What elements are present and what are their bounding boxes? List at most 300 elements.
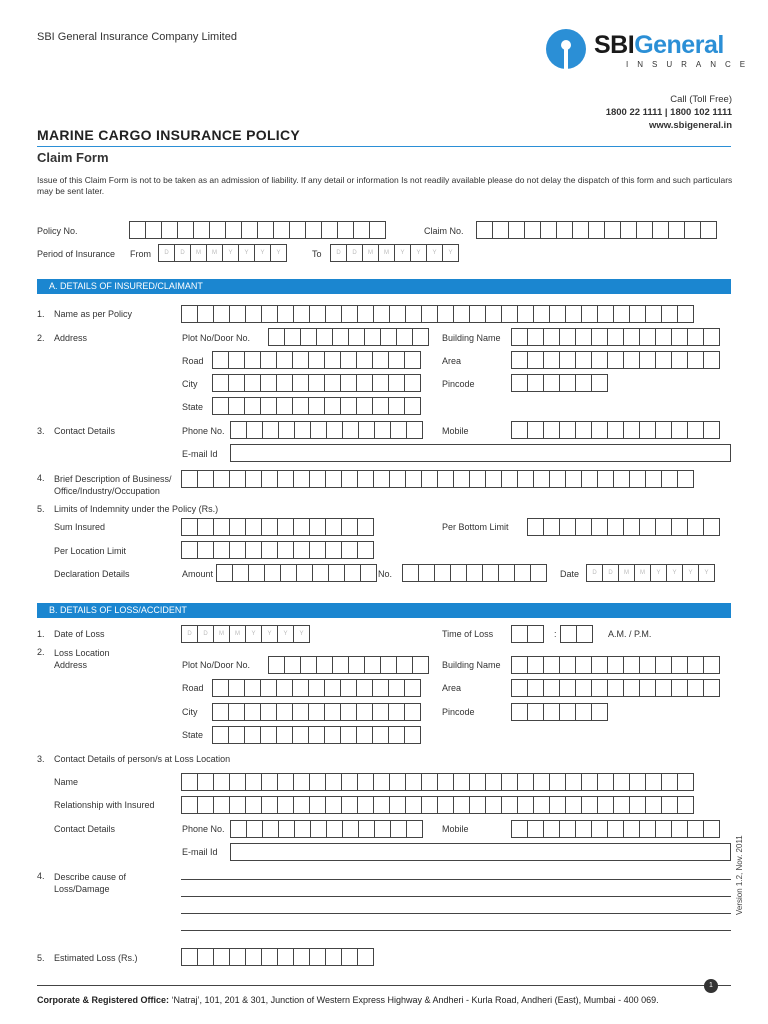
char-box[interactable]: [289, 221, 306, 239]
char-box[interactable]: [437, 305, 454, 323]
char-box[interactable]: [655, 351, 672, 369]
char-box[interactable]: [245, 470, 262, 488]
char-box[interactable]: [559, 656, 576, 674]
char-box[interactable]: [348, 656, 365, 674]
estimated-loss-input[interactable]: [181, 948, 374, 966]
char-box[interactable]: [405, 470, 422, 488]
char-box[interactable]: [591, 703, 608, 721]
char-box[interactable]: [325, 541, 342, 559]
char-box[interactable]: [559, 328, 576, 346]
char-box[interactable]: [292, 397, 309, 415]
email-input[interactable]: [230, 444, 731, 462]
char-box[interactable]: [511, 679, 528, 697]
char-box[interactable]: [527, 374, 544, 392]
char-box[interactable]: [629, 796, 646, 814]
char-box[interactable]: [261, 773, 278, 791]
char-box[interactable]: [292, 726, 309, 744]
char-box[interactable]: [292, 703, 309, 721]
char-box[interactable]: [309, 773, 326, 791]
char-box[interactable]: [177, 221, 194, 239]
char-box[interactable]: [332, 656, 349, 674]
char-box[interactable]: [482, 564, 499, 582]
char-box[interactable]: [575, 820, 592, 838]
char-box[interactable]: [213, 518, 230, 536]
time-of-loss-minutes[interactable]: [560, 625, 593, 643]
char-box[interactable]: [556, 221, 573, 239]
char-box[interactable]: [661, 796, 678, 814]
char-box[interactable]: [661, 305, 678, 323]
char-box[interactable]: [260, 351, 277, 369]
char-box[interactable]: [604, 221, 621, 239]
char-box[interactable]: [437, 796, 454, 814]
date-box[interactable]: Y: [238, 244, 255, 262]
char-box[interactable]: [565, 305, 582, 323]
char-box[interactable]: [404, 374, 421, 392]
char-box[interactable]: [373, 305, 390, 323]
char-box[interactable]: [308, 351, 325, 369]
char-box[interactable]: [559, 820, 576, 838]
char-box[interactable]: [687, 518, 704, 536]
char-box[interactable]: [687, 656, 704, 674]
char-box[interactable]: [228, 351, 245, 369]
char-box[interactable]: [341, 541, 358, 559]
char-box[interactable]: [341, 948, 358, 966]
char-box[interactable]: [620, 221, 637, 239]
char-box[interactable]: [181, 773, 198, 791]
char-box[interactable]: [248, 564, 265, 582]
char-box[interactable]: [260, 726, 277, 744]
char-box[interactable]: [181, 305, 198, 323]
char-box[interactable]: [703, 351, 720, 369]
char-box[interactable]: [374, 421, 391, 439]
char-box[interactable]: [597, 796, 614, 814]
char-box[interactable]: [357, 796, 374, 814]
char-box[interactable]: [284, 656, 301, 674]
date-box[interactable]: Y: [270, 244, 287, 262]
char-box[interactable]: [293, 773, 310, 791]
char-box[interactable]: [485, 305, 502, 323]
char-box[interactable]: [308, 374, 325, 392]
char-box[interactable]: [293, 305, 310, 323]
char-box[interactable]: [129, 221, 146, 239]
char-box[interactable]: [388, 374, 405, 392]
char-box[interactable]: [212, 679, 229, 697]
char-box[interactable]: [161, 221, 178, 239]
char-box[interactable]: [356, 703, 373, 721]
char-box[interactable]: [560, 625, 577, 643]
char-box[interactable]: [543, 421, 560, 439]
char-box[interactable]: [324, 703, 341, 721]
char-box[interactable]: [629, 305, 646, 323]
char-box[interactable]: [527, 820, 544, 838]
char-box[interactable]: [575, 351, 592, 369]
char-box[interactable]: [450, 564, 467, 582]
char-box[interactable]: [260, 374, 277, 392]
char-box[interactable]: [229, 305, 246, 323]
char-box[interactable]: [703, 820, 720, 838]
char-box[interactable]: [181, 541, 198, 559]
char-box[interactable]: [373, 470, 390, 488]
cause-line[interactable]: [181, 913, 731, 914]
char-box[interactable]: [340, 726, 357, 744]
char-box[interactable]: [639, 656, 656, 674]
char-box[interactable]: [404, 679, 421, 697]
char-box[interactable]: [607, 518, 624, 536]
state-input[interactable]: [212, 397, 421, 415]
char-box[interactable]: [357, 948, 374, 966]
char-box[interactable]: [517, 796, 534, 814]
char-box[interactable]: [527, 351, 544, 369]
date-box[interactable]: Y: [394, 244, 411, 262]
char-box[interactable]: [543, 328, 560, 346]
char-box[interactable]: [575, 374, 592, 392]
char-box[interactable]: [565, 796, 582, 814]
char-box[interactable]: [511, 656, 528, 674]
period-to-date[interactable]: [330, 244, 459, 262]
char-box[interactable]: [261, 470, 278, 488]
person-name-input[interactable]: [181, 773, 694, 791]
name-as-per-policy-input[interactable]: [181, 305, 694, 323]
char-box[interactable]: [277, 518, 294, 536]
char-box[interactable]: [229, 541, 246, 559]
char-box[interactable]: [228, 397, 245, 415]
char-box[interactable]: [533, 773, 550, 791]
char-box[interactable]: [332, 328, 349, 346]
char-box[interactable]: [324, 351, 341, 369]
policy-no-input[interactable]: [129, 221, 386, 239]
char-box[interactable]: [703, 656, 720, 674]
char-box[interactable]: [677, 305, 694, 323]
char-box[interactable]: [677, 773, 694, 791]
char-box[interactable]: [390, 820, 407, 838]
date-box[interactable]: Y: [442, 244, 459, 262]
char-box[interactable]: [396, 656, 413, 674]
char-box[interactable]: [687, 351, 704, 369]
date-box[interactable]: D: [174, 244, 191, 262]
char-box[interactable]: [437, 773, 454, 791]
char-box[interactable]: [591, 518, 608, 536]
char-box[interactable]: [340, 351, 357, 369]
char-box[interactable]: [404, 351, 421, 369]
char-box[interactable]: [406, 421, 423, 439]
char-box[interactable]: [591, 328, 608, 346]
date-box[interactable]: Y: [277, 625, 294, 643]
char-box[interactable]: [293, 518, 310, 536]
date-box[interactable]: D: [586, 564, 603, 582]
char-box[interactable]: [623, 421, 640, 439]
loss-building-name-input[interactable]: [511, 656, 720, 674]
char-box[interactable]: [389, 796, 406, 814]
char-box[interactable]: [293, 948, 310, 966]
char-box[interactable]: [575, 328, 592, 346]
char-box[interactable]: [591, 656, 608, 674]
char-box[interactable]: [511, 703, 528, 721]
char-box[interactable]: [342, 421, 359, 439]
char-box[interactable]: [212, 374, 229, 392]
char-box[interactable]: [324, 374, 341, 392]
char-box[interactable]: [623, 820, 640, 838]
char-box[interactable]: [261, 305, 278, 323]
char-box[interactable]: [213, 773, 230, 791]
char-box[interactable]: [292, 351, 309, 369]
char-box[interactable]: [341, 470, 358, 488]
char-box[interactable]: [655, 518, 672, 536]
char-box[interactable]: [341, 773, 358, 791]
char-box[interactable]: [607, 328, 624, 346]
char-box[interactable]: [197, 541, 214, 559]
char-box[interactable]: [277, 796, 294, 814]
char-box[interactable]: [261, 948, 278, 966]
char-box[interactable]: [373, 773, 390, 791]
char-box[interactable]: [181, 518, 198, 536]
time-of-loss-hours[interactable]: [511, 625, 544, 643]
char-box[interactable]: [325, 796, 342, 814]
char-box[interactable]: [645, 305, 662, 323]
char-box[interactable]: [341, 518, 358, 536]
char-box[interactable]: [197, 948, 214, 966]
char-box[interactable]: [404, 397, 421, 415]
char-box[interactable]: [388, 726, 405, 744]
char-box[interactable]: [262, 820, 279, 838]
char-box[interactable]: [197, 773, 214, 791]
char-box[interactable]: [533, 796, 550, 814]
char-box[interactable]: [310, 421, 327, 439]
char-box[interactable]: [511, 820, 528, 838]
char-box[interactable]: [276, 703, 293, 721]
char-box[interactable]: [321, 221, 338, 239]
char-box[interactable]: [245, 541, 262, 559]
char-box[interactable]: [671, 351, 688, 369]
declaration-no-input[interactable]: [402, 564, 547, 582]
road-input[interactable]: [212, 351, 421, 369]
char-box[interactable]: [687, 328, 704, 346]
char-box[interactable]: [213, 796, 230, 814]
char-box[interactable]: [312, 564, 329, 582]
char-box[interactable]: [543, 703, 560, 721]
char-box[interactable]: [597, 470, 614, 488]
char-box[interactable]: [527, 421, 544, 439]
phone-no-input[interactable]: [230, 421, 423, 439]
char-box[interactable]: [517, 305, 534, 323]
char-box[interactable]: [406, 820, 423, 838]
char-box[interactable]: [687, 820, 704, 838]
char-box[interactable]: [309, 796, 326, 814]
char-box[interactable]: [356, 351, 373, 369]
char-box[interactable]: [261, 541, 278, 559]
char-box[interactable]: [325, 948, 342, 966]
char-box[interactable]: [244, 679, 261, 697]
char-box[interactable]: [404, 703, 421, 721]
char-box[interactable]: [543, 351, 560, 369]
char-box[interactable]: [197, 796, 214, 814]
char-box[interactable]: [533, 305, 550, 323]
char-box[interactable]: [308, 679, 325, 697]
char-box[interactable]: [244, 397, 261, 415]
char-box[interactable]: [527, 328, 544, 346]
char-box[interactable]: [310, 820, 327, 838]
char-box[interactable]: [357, 305, 374, 323]
char-box[interactable]: [390, 421, 407, 439]
char-box[interactable]: [261, 796, 278, 814]
char-box[interactable]: [485, 796, 502, 814]
char-box[interactable]: [412, 328, 429, 346]
char-box[interactable]: [597, 305, 614, 323]
char-box[interactable]: [591, 374, 608, 392]
char-box[interactable]: [353, 221, 370, 239]
char-box[interactable]: [700, 221, 717, 239]
char-box[interactable]: [559, 518, 576, 536]
char-box[interactable]: [300, 656, 317, 674]
char-box[interactable]: [372, 679, 389, 697]
char-box[interactable]: [549, 470, 566, 488]
char-box[interactable]: [453, 796, 470, 814]
char-box[interactable]: [388, 351, 405, 369]
char-box[interactable]: [325, 470, 342, 488]
char-box[interactable]: [671, 518, 688, 536]
char-box[interactable]: [517, 470, 534, 488]
char-box[interactable]: [639, 421, 656, 439]
char-box[interactable]: [316, 328, 333, 346]
char-box[interactable]: [466, 564, 483, 582]
char-box[interactable]: [309, 541, 326, 559]
char-box[interactable]: [527, 656, 544, 674]
char-box[interactable]: [703, 679, 720, 697]
char-box[interactable]: [357, 470, 374, 488]
char-box[interactable]: [623, 328, 640, 346]
date-box[interactable]: Y: [410, 244, 427, 262]
char-box[interactable]: [229, 773, 246, 791]
char-box[interactable]: [372, 374, 389, 392]
char-box[interactable]: [244, 703, 261, 721]
char-box[interactable]: [517, 773, 534, 791]
char-box[interactable]: [684, 221, 701, 239]
char-box[interactable]: [372, 726, 389, 744]
char-box[interactable]: [264, 564, 281, 582]
char-box[interactable]: [575, 656, 592, 674]
char-box[interactable]: [421, 796, 438, 814]
char-box[interactable]: [277, 773, 294, 791]
char-box[interactable]: [591, 679, 608, 697]
char-box[interactable]: [639, 328, 656, 346]
char-box[interactable]: [228, 374, 245, 392]
char-box[interactable]: [559, 703, 576, 721]
char-box[interactable]: [655, 328, 672, 346]
char-box[interactable]: [527, 625, 544, 643]
char-box[interactable]: [212, 351, 229, 369]
char-box[interactable]: [485, 470, 502, 488]
date-of-loss-input[interactable]: [181, 625, 310, 643]
char-box[interactable]: [514, 564, 531, 582]
char-box[interactable]: [356, 397, 373, 415]
char-box[interactable]: [549, 773, 566, 791]
city-input[interactable]: [212, 374, 421, 392]
char-box[interactable]: [277, 541, 294, 559]
char-box[interactable]: [677, 470, 694, 488]
business-description-input[interactable]: [181, 470, 694, 488]
char-box[interactable]: [453, 305, 470, 323]
char-box[interactable]: [671, 421, 688, 439]
loss-road-input[interactable]: [212, 679, 421, 697]
char-box[interactable]: [372, 351, 389, 369]
char-box[interactable]: [293, 796, 310, 814]
char-box[interactable]: [511, 421, 528, 439]
loss-state-input[interactable]: [212, 726, 421, 744]
char-box[interactable]: [671, 328, 688, 346]
char-box[interactable]: [340, 703, 357, 721]
char-box[interactable]: [341, 796, 358, 814]
char-box[interactable]: [543, 820, 560, 838]
char-box[interactable]: [230, 820, 247, 838]
char-box[interactable]: [565, 773, 582, 791]
char-box[interactable]: [344, 564, 361, 582]
char-box[interactable]: [340, 679, 357, 697]
char-box[interactable]: [278, 820, 295, 838]
char-box[interactable]: [421, 773, 438, 791]
char-box[interactable]: [636, 221, 653, 239]
char-box[interactable]: [228, 726, 245, 744]
char-box[interactable]: [543, 374, 560, 392]
char-box[interactable]: [527, 518, 544, 536]
char-box[interactable]: [453, 773, 470, 791]
date-box[interactable]: Y: [261, 625, 278, 643]
date-box[interactable]: Y: [698, 564, 715, 582]
char-box[interactable]: [276, 374, 293, 392]
char-box[interactable]: [575, 679, 592, 697]
char-box[interactable]: [703, 518, 720, 536]
per-location-limit-input[interactable]: [181, 541, 374, 559]
char-box[interactable]: [607, 656, 624, 674]
char-box[interactable]: [260, 679, 277, 697]
char-box[interactable]: [524, 221, 541, 239]
char-box[interactable]: [294, 820, 311, 838]
char-box[interactable]: [308, 397, 325, 415]
claim-no-input[interactable]: [476, 221, 717, 239]
char-box[interactable]: [293, 470, 310, 488]
char-box[interactable]: [364, 328, 381, 346]
char-box[interactable]: [671, 820, 688, 838]
char-box[interactable]: [305, 221, 322, 239]
char-box[interactable]: [527, 703, 544, 721]
char-box[interactable]: [181, 796, 198, 814]
char-box[interactable]: [229, 518, 246, 536]
mobile-input[interactable]: [511, 421, 720, 439]
char-box[interactable]: [565, 470, 582, 488]
char-box[interactable]: [511, 625, 528, 643]
char-box[interactable]: [388, 703, 405, 721]
char-box[interactable]: [527, 679, 544, 697]
char-box[interactable]: [257, 221, 274, 239]
char-box[interactable]: [268, 328, 285, 346]
date-box[interactable]: M: [362, 244, 379, 262]
char-box[interactable]: [530, 564, 547, 582]
loss-pincode-input[interactable]: [511, 703, 608, 721]
char-box[interactable]: [268, 656, 285, 674]
area-input[interactable]: [511, 351, 720, 369]
char-box[interactable]: [241, 221, 258, 239]
char-box[interactable]: [308, 726, 325, 744]
char-box[interactable]: [613, 796, 630, 814]
char-box[interactable]: [623, 518, 640, 536]
char-box[interactable]: [645, 796, 662, 814]
char-box[interactable]: [181, 948, 198, 966]
char-box[interactable]: [388, 397, 405, 415]
char-box[interactable]: [412, 656, 429, 674]
char-box[interactable]: [639, 351, 656, 369]
char-box[interactable]: [380, 656, 397, 674]
sum-insured-input[interactable]: [181, 518, 374, 536]
date-box[interactable]: Y: [666, 564, 683, 582]
char-box[interactable]: [581, 470, 598, 488]
